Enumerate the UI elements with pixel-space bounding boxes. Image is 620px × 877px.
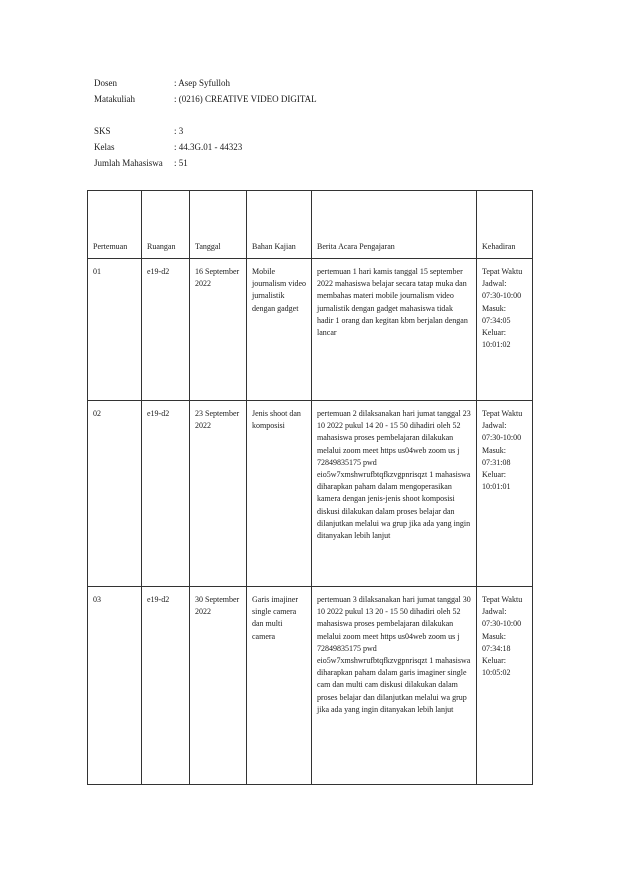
kelas-row	[94, 139, 317, 155]
cell-berita-acara: pertemuan 3 dilaksanakan hari jumat tanggal 30 10 2022 pukul 13 20 - 15 50 dihadiri oleh 52 mahasiswa proses pembelajaran dilakukan melalui zoom meet https us04web zoom us j 72849835175 pwd eio5w7xmshwrufbtqfkzvgpnrisqzt 1 mahasiswa diharapkan paham dalam garis imaginer single cam dan multi cam diskusi dilakukan dalam proses belajar dan dilanjutkan melalui wa grup jika ada yang ingin ditanyakan lebih lanjut	[312, 587, 477, 785]
dosen-value: : Asep Syfulloh	[174, 78, 231, 88]
table-row	[88, 401, 533, 587]
cell-pertemuan: 02	[88, 401, 142, 587]
cell-bahan-kajian: Garis imajiner single camera dan multi camera	[247, 587, 312, 785]
table-row	[88, 587, 533, 785]
cell-berita-acara: pertemuan 1 hari kamis tanggal 15 september 2022 mahasiswa belajar secara tatap muka dan membahas materi mobile journalism video jurnalistik dengan gadget mahasiswa tidak hadir 1 orang dan kegitan kbm berjalan dengan lancar	[312, 259, 477, 401]
cell-tanggal: 23 September 2022	[190, 401, 247, 587]
matakuliah-value: : (0216) CREATIVE VIDEO DIGITAL	[174, 94, 317, 104]
matakuliah-row	[94, 91, 317, 107]
kelas-label: Kelas	[94, 142, 115, 152]
col-header-kehadiran: Kehadiran	[477, 191, 533, 259]
sks-label: SKS	[94, 126, 111, 136]
dosen-row	[94, 75, 317, 91]
cell-pertemuan: 03	[88, 587, 142, 785]
col-header-bahan-kajian: Bahan Kajian	[247, 191, 312, 259]
table-header-row	[88, 191, 533, 259]
jumlah-mahasiswa-row	[94, 155, 317, 171]
cell-kehadiran: Tepat Waktu Jadwal: 07:30-10:00 Masuk: 07:31:08 Keluar: 10:01:01	[477, 401, 533, 587]
sks-value: : 3	[174, 126, 184, 136]
cell-tanggal: 30 September 2022	[190, 587, 247, 785]
kelas-value: : 44.3G.01 - 44323	[174, 142, 243, 152]
cell-ruangan: e19-d2	[142, 587, 190, 785]
cell-bahan-kajian: Mobile journalism video jurnalistik dengan gadget	[247, 259, 312, 401]
cell-ruangan: e19-d2	[142, 401, 190, 587]
cell-pertemuan: 01	[88, 259, 142, 401]
berita-acara-table	[87, 190, 533, 785]
jumlah-mahasiswa-value: : 51	[174, 158, 188, 168]
col-header-tanggal: Tanggal	[190, 191, 247, 259]
course-info	[94, 75, 317, 171]
cell-bahan-kajian: Jenis shoot dan komposisi	[247, 401, 312, 587]
cell-kehadiran: Tepat Waktu Jadwal: 07:30-10:00 Masuk: 07:34:18 Keluar: 10:05:02	[477, 587, 533, 785]
cell-berita-acara: pertemuan 2 dilaksanakan hari jumat tanggal 23 10 2022 pukul 14 20 - 15 50 dihadiri oleh 52 mahasiswa proses pembelajaran dilakukan melalui zoom meet https us04web zoom us j 72849835175 pwd eio5w7xmshwrufbtqfkzvgpnrisqzt 1 mahasiswa diharapkan paham dalam mengoperasikan kamera dengan jenis-jenis shoot komposisi diskusi dilakukan dalam proses belajar dan dilanjutkan melalui wa grup jika ada yang ingin ditanyakan lebih lanjut	[312, 401, 477, 587]
sks-row	[94, 123, 317, 139]
table-row	[88, 259, 533, 401]
dosen-label: Dosen	[94, 78, 117, 88]
col-header-pertemuan: Pertemuan	[88, 191, 142, 259]
col-header-berita-acara: Berita Acara Pengajaran	[312, 191, 477, 259]
cell-ruangan: e19-d2	[142, 259, 190, 401]
cell-kehadiran: Tepat Waktu Jadwal: 07:30-10:00 Masuk: 07:34:05 Keluar: 10:01:02	[477, 259, 533, 401]
cell-tanggal: 16 September 2022	[190, 259, 247, 401]
matakuliah-label: Matakuliah	[94, 94, 135, 104]
jumlah-mahasiswa-label: Jumlah Mahasiswa	[94, 158, 163, 168]
col-header-ruangan: Ruangan	[142, 191, 190, 259]
